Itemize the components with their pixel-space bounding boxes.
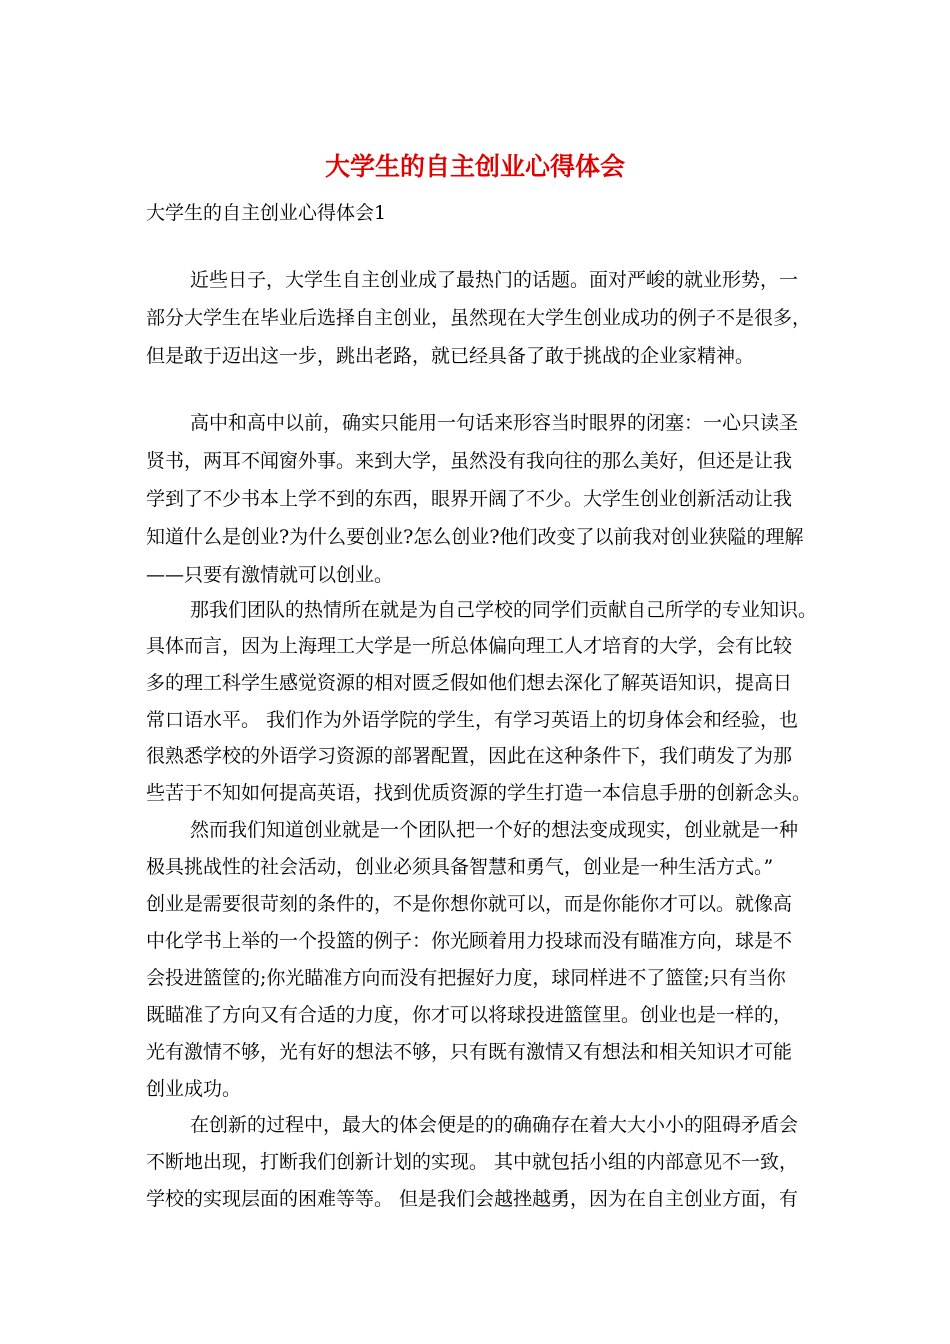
paragraph-line: 学到了不少书本上学不到的东西，眼界开阔了不少。大学生创业创新活动让我 [146, 488, 793, 510]
paragraph-line: 常口语水平。 我们作为外语学院的学生，有学习英语上的切身体会和经验，也 [146, 709, 799, 731]
paragraph-line: 部分大学生在毕业后选择自主创业，虽然现在大学生创业成功的例子不是很多， [146, 307, 812, 329]
paragraph-line: 那我们团队的热情所在就是为自己学校的同学们贡献自己所学的专业知识。 [190, 599, 818, 621]
paragraph-line: 近些日子，大学生自主创业成了最热门的话题。面对严峻的就业形势，一 [190, 269, 799, 291]
paragraph-line: 学校的实现层面的困难等等。 但是我们会越挫越勇，因为在自主创业方面，有 [146, 1188, 799, 1210]
paragraph-line: 创业成功。 [146, 1078, 242, 1100]
paragraph-line: 但是敢于迈出这一步，跳出老路，就已经具备了敢于挑战的企业家精神。 [146, 345, 755, 367]
paragraph-line: 中化学书上举的一个投篮的例子：你光顾着用力投球而没有瞄准方向，球是不 [146, 930, 793, 952]
paragraph-line: 在创新的过程中，最大的体会便是的的确确存在着大大小小的阻碍矛盾会 [190, 1114, 799, 1136]
paragraph-line: 高中和高中以前，确实只能用一句话来形容当时眼界的闭塞：一心只读圣 [190, 412, 799, 434]
paragraph-line: 极具挑战性的社会活动，创业必须具备智慧和勇气，创业是一种生活方式。” [146, 856, 774, 878]
paragraph-line: 贤书，两耳不闻窗外事。来到大学，虽然没有我向往的那么美好，但还是让我 [146, 450, 793, 472]
paragraph-line: 不断地出现，打断我们创新计划的实现。 其中就包括小组的内部意见不一致， [146, 1151, 799, 1173]
paragraph-line: 会投进篮筐的;你光瞄准方向而没有把握好力度，球同样进不了篮筐;只有当你 [146, 967, 786, 989]
paragraph-line: 具体而言，因为上海理工大学是一所总体偏向理工人才培育的大学，会有比较 [146, 635, 793, 657]
paragraph-line: 知道什么是创业?为什么要创业?怎么创业?他们改变了以前我对创业狭隘的理解 [146, 526, 804, 548]
paragraph-line: 些苦于不知如何提高英语，找到优质资源的学生打造一本信息手册的创新念头。 [146, 782, 812, 804]
paragraph-line: 然而我们知道创业就是一个团队把一个好的想法变成现实，创业就是一种 [190, 819, 799, 841]
paragraph-line: 创业是需要很苛刻的条件的，不是你想你就可以，而是你能你才可以。就像高 [146, 893, 793, 915]
paragraph-line: 光有激情不够，光有好的想法不够，只有既有激情又有想法和相关知识才可能 [146, 1041, 793, 1063]
document-title: 大学生的自主创业心得体会 [324, 152, 625, 181]
section-heading: 大学生的自主创业心得体会1 [146, 202, 387, 224]
paragraph-line: 既瞄准了方向又有合适的力度，你才可以将球投进篮筐里。创业也是一样的， [146, 1004, 793, 1026]
paragraph-line: ——只要有激情就可以创业。 [146, 564, 394, 586]
paragraph-line: 多的理工科学生感觉资源的相对匮乏假如他们想去深化了解英语知识，提高日 [146, 672, 793, 694]
paragraph-line: 很熟悉学校的外语学习资源的部署配置，因此在这种条件下，我们萌发了为那 [146, 745, 793, 767]
